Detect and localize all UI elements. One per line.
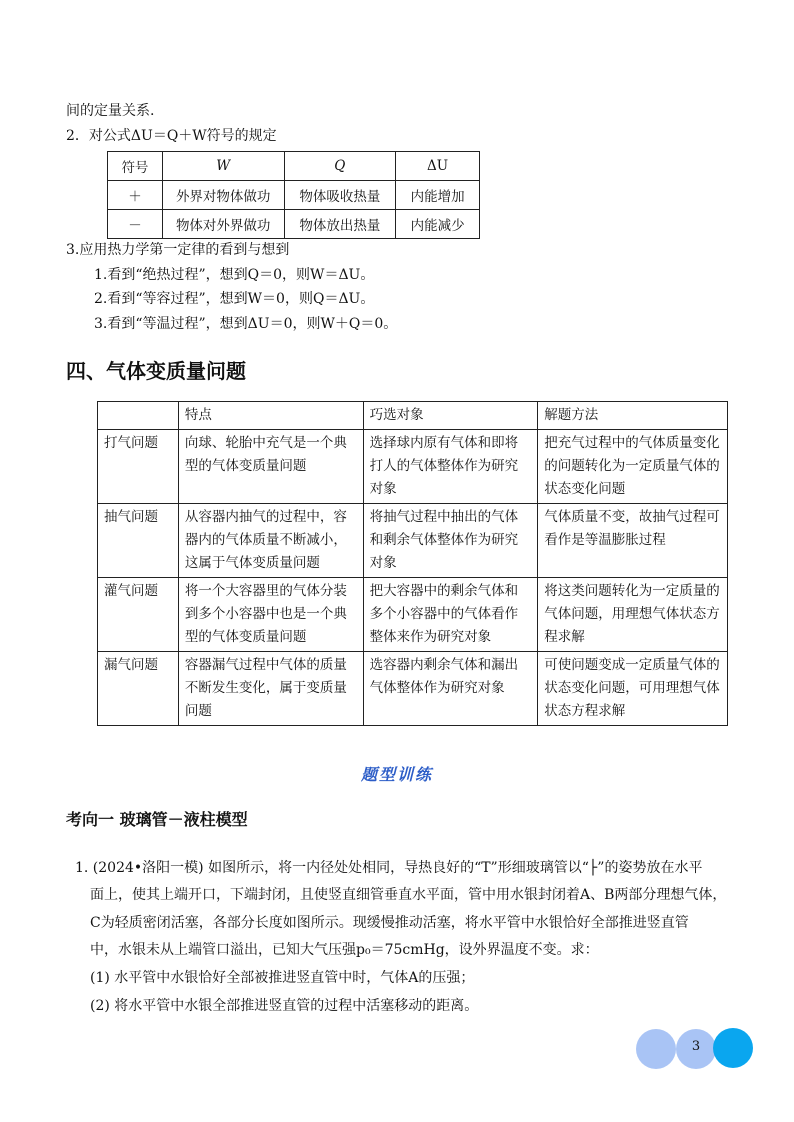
table-cell: 将抽气过程中抽出的气体和剩余气体整体作为研究对象	[363, 504, 538, 578]
problem-subquestion: (2) 将水平管中水银全部推进竖直管的过程中活塞移动的距离。	[90, 998, 479, 1014]
table-cell: 向球、轮胎中充气是一个典型的气体变质量问题	[178, 430, 363, 504]
problem-line: C为轻质密闭活塞，各部分长度如图所示。现缓慢推动活塞，将水平管中水银恰好全部推进竖直管	[90, 915, 689, 931]
decor-circle-left	[636, 1029, 676, 1069]
item3-title: 3.应用热力学第一定律的看到与想到	[66, 242, 290, 258]
table-cell: －	[108, 210, 163, 239]
table-header-cell: 特点	[178, 402, 363, 430]
table-cell: 内能增加	[396, 181, 480, 210]
table-header-cell: 符号	[108, 152, 163, 181]
table-cell: ＋	[108, 181, 163, 210]
table-row	[98, 652, 728, 726]
table-header-cell: ΔU	[396, 152, 480, 181]
item3-point: 3.看到“等温过程”，想到ΔU＝0，则W＋Q＝0。	[94, 316, 398, 332]
table-cell: 物体对外界做功	[162, 210, 284, 239]
table-row	[98, 430, 728, 504]
table-cell: 把充气过程中的气体质量变化的问题转化为一定质量气体的状态变化问题	[538, 430, 728, 504]
table-cell: 容器漏气过程中气体的质量不断发生变化，属于变质量问题	[178, 652, 363, 726]
table-cell: 可使问题变成一定质量气体的状态变化问题，可用理想气体状态方程求解	[538, 652, 728, 726]
table-cell: 将一个大容器里的气体分装到多个小容器中也是一个典型的气体变质量问题	[178, 578, 363, 652]
table-cell: 选容器内剩余气体和漏出气体整体作为研究对象	[363, 652, 538, 726]
table-cell: 物体放出热量	[284, 210, 396, 239]
table-cell: 把大容器中的剩余气体和多个小容器中的气体看作整体来作为研究对象	[363, 578, 538, 652]
table-cell: 将这类问题转化为一定质量的气体问题，用理想气体状态方程求解	[538, 578, 728, 652]
page-number-badge	[636, 1027, 754, 1069]
top-line: 间的定量关系.	[66, 103, 155, 119]
table-cell: 外界对物体做功	[162, 181, 284, 210]
item3-point: 2.看到“等容过程”，想到W＝0，则Q＝ΔU。	[94, 291, 375, 307]
decor-circle-right	[713, 1028, 753, 1068]
table-cell: 内能减少	[396, 210, 480, 239]
table-cell: 从容器内抽气的过程中，容器内的气体质量不断减小，这属于气体变质量问题	[178, 504, 363, 578]
problem-line: 1. (2024•洛阳一模) 如图所示，将一内径处处相同，导热良好的“T”形细玻璃管以“├”的姿势放在水平	[75, 860, 703, 876]
row-label: 打气问题	[98, 430, 179, 504]
table-row	[108, 210, 480, 239]
table-header-cell	[98, 402, 179, 430]
table-header-cell: 解题方法	[538, 402, 728, 430]
table-header-cell: W	[162, 152, 284, 181]
row-label: 抽气问题	[98, 504, 179, 578]
item3-point: 1.看到“绝热过程”，想到Q＝0，则W＝ΔU。	[94, 267, 375, 283]
problem-line: 中，水银未从上端管口溢出，已知大气压强p₀＝75cmHg，设外界温度不变。求：	[90, 942, 599, 958]
table-row	[98, 504, 728, 578]
table-cell: 物体吸收热量	[284, 181, 396, 210]
table-cell: 气体质量不变，故抽气过程可看作是等温膨胀过程	[538, 504, 728, 578]
row-label: 灌气问题	[98, 578, 179, 652]
sign-table	[107, 151, 480, 239]
training-title: 题型训练	[360, 765, 433, 784]
table-row	[108, 181, 480, 210]
table-row	[98, 578, 728, 652]
table-cell: 选择球内原有气体和即将打人的气体整体作为研究对象	[363, 430, 538, 504]
problem-subquestion: (1) 水平管中水银恰好全部被推进竖直管中时，气体A的压强；	[90, 970, 475, 986]
section-title: 四、气体变质量问题	[66, 359, 246, 383]
gas-mass-table	[97, 401, 728, 726]
page-number: 3	[691, 1039, 701, 1054]
table-header-cell: Q	[284, 152, 396, 181]
table-header-cell: 巧选对象	[363, 402, 538, 430]
item2-title: 2．对公式ΔU＝Q＋W符号的规定	[66, 128, 277, 144]
gas-table-header-row	[98, 402, 728, 430]
row-label: 漏气问题	[98, 652, 179, 726]
sign-table-header-row	[108, 152, 480, 181]
direction-title: 考向一 玻璃管－液柱模型	[66, 810, 248, 829]
problem-line: 面上，使其上端开口，下端封闭，且使竖直细管垂直水平面，管中用水银封闭着A、B两部分理想气体，	[90, 887, 727, 903]
